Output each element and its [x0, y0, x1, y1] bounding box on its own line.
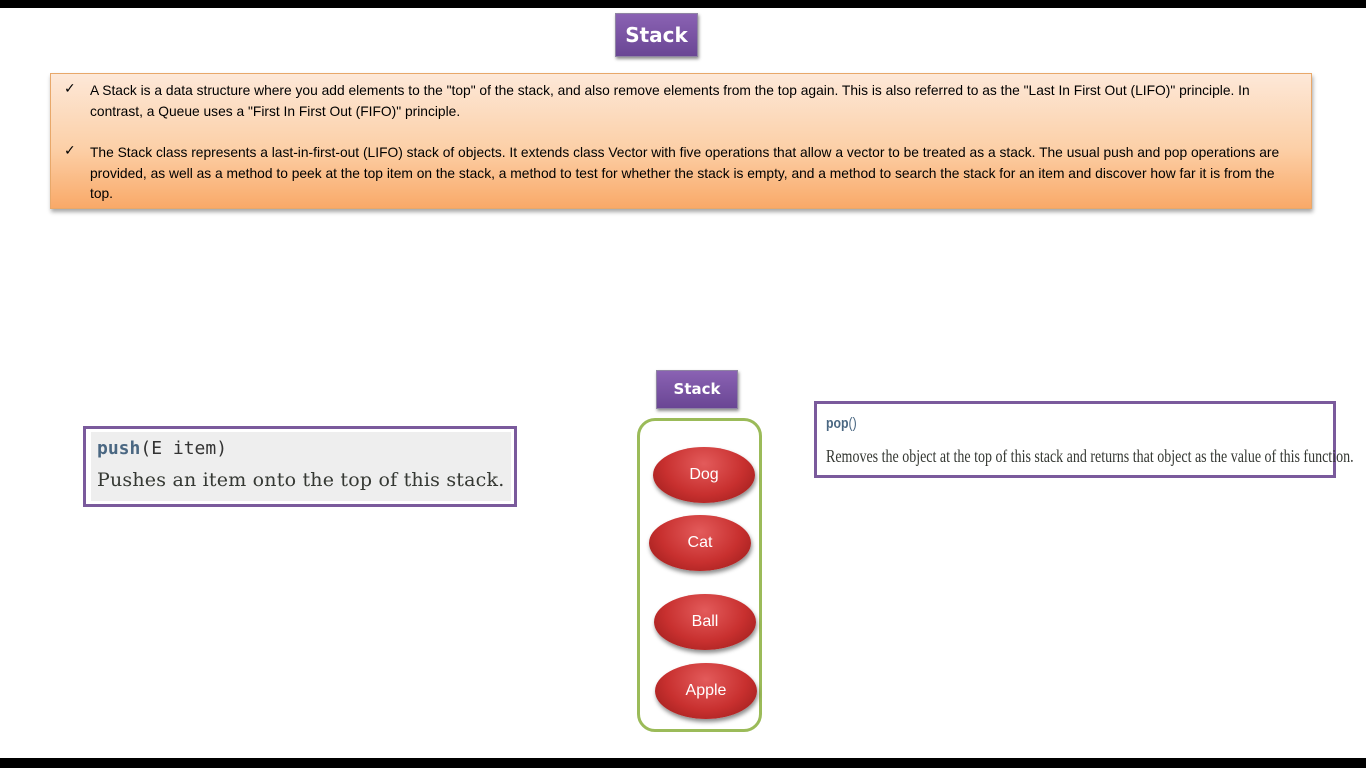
push-description: Pushes an item onto the top of this stack.	[97, 469, 505, 491]
stack-item: Dog	[653, 447, 755, 503]
push-method-name: push	[97, 438, 141, 459]
stack-label: Stack	[656, 370, 738, 409]
stack-container	[637, 418, 762, 732]
top-black-bar	[0, 0, 1366, 8]
description-box	[50, 73, 1312, 209]
slide-title: Stack	[615, 13, 698, 57]
bottom-black-bar	[0, 758, 1366, 768]
checkmark-icon: ✓	[64, 81, 76, 97]
pop-method-name: pop	[826, 415, 849, 432]
pop-method-box	[814, 401, 1354, 478]
push-method-panel	[91, 432, 511, 501]
pop-params: ()	[848, 415, 857, 432]
push-signature	[97, 438, 227, 459]
pop-signature	[826, 415, 857, 432]
bullet-text: The Stack class represents a last-in-first-out (LIFO) stack of objects. It extends class Vector with five operations that allow a vector to be treated as a stack. The usual push and pop operations are provided, as well as a method to peek at the top item on the stack, a method to test for whether the stack is empty, and a method to search the stack for an item and discover how far it is from the top.	[90, 145, 1280, 202]
push-params: (E item)	[140, 438, 228, 459]
stack-item: Apple	[655, 663, 757, 719]
pop-description: Removes the object at the top of this stack and returns that object as the value of this function.	[826, 446, 1354, 466]
stack-item: Ball	[654, 594, 756, 650]
stack-item: Cat	[649, 515, 751, 571]
bullet-text: A Stack is a data structure where you add elements to the "top" of the stack, and also remove elements from the top again. This is also referred to as the "Last In First Out (LIFO)" principle. In contrast, a Queue uses a "First In First Out (FIFO)" principle.	[90, 83, 1250, 119]
push-method-box	[83, 426, 517, 507]
checkmark-icon: ✓	[64, 143, 76, 159]
